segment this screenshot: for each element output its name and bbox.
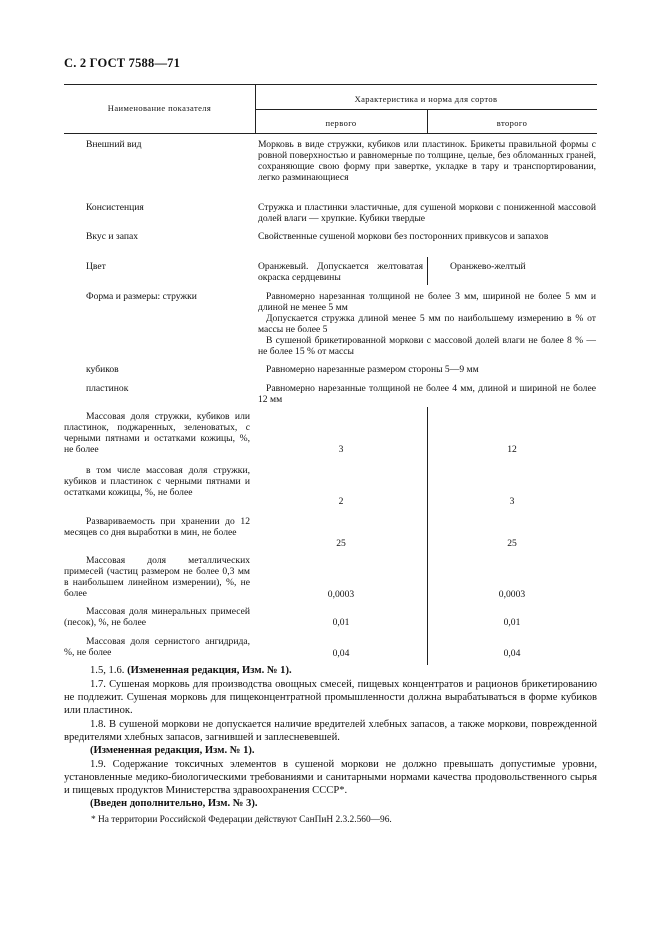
para-1-5-number: 1.5, 1.6. [90,665,125,676]
header-bottom-rule [64,133,597,134]
num-row-3-label: Развариваемость при хранении до 12 месяцев со дня выработки в мин, не более [64,516,250,538]
col-second-header: второго [496,118,528,128]
row-plates-value: Равномерно нарезанные толщиной не более 4 мм, длиной и шириной не более 12 мм [258,383,596,405]
num-row-3-second: 25 [507,538,517,549]
para-1-8-amendment [64,744,597,757]
num-row-1-first: 3 [338,444,344,455]
num-row-2-second: 3 [509,496,515,507]
subheader-rule [255,109,597,110]
num-row-6-label: Массовая доля сернистого ангидрида, %, не более [64,636,250,658]
row-plates-label: пластинок [86,383,129,394]
num-row-4-second: 0,0003 [498,589,526,600]
col-indicator-header: Наименование показателя [107,103,212,113]
row-appearance-label: Внешний вид [86,139,142,150]
row-appearance-value: Морковь в виде стружки, кубиков или пластинок. Брикеты правильной формы с ровной поверхностью и равномерные по толщине, целые, без обломанных граней, сохраняющие свою форму при завертке, укладке в тару и транспортировании, легко разминающиеся [258,139,596,183]
num-row-3-first: 25 [336,538,346,549]
para-1-8: 1.8. В сушеной моркови не допускается наличие вредителей хлебных запасов, а также моркови, поврежденной вредителями хлебных запасов, загнившей и заплесневевшей. [64,719,597,744]
para-1-5-amendment: (Измененная редакция, Изм. № 1). [127,665,292,676]
num-row-2-label: в том числе массовая доля стружки, кубиков и пластинок с черными пятнами и остатками кожицы, %, не более [64,465,250,498]
table-top-rule [64,84,597,85]
row-taste-label: Вкус и запах [86,231,139,242]
row-shape-line-2: Допускается стружка длиной менее 5 мм по наибольшему измерению в % от массы не более 5 [258,313,596,335]
para-1-9: 1.9. Содержание токсичных элементов в сушеной моркови не должно превышать допустимые уровни, установленные медико-биологическими требованиями и санитарными нормами качества продовольственного сырья и пищевых продуктов Министерства здравоохранения СССР*. [64,759,597,797]
row-cubes-value: Равномерно нарезанные размером стороны 5—9 мм [266,364,479,375]
para-1-7: 1.7. Сушеная морковь для производства овощных смесей, пищевых концентратов и рационов брикетированию не подлежит. Сушеная морковь для пищеконцентратной промышленности должна вырабатываться в форме кубиков или пластинок. [64,679,597,717]
row-color-first: Оранжевый. Допускается желтоватая окраска сердцевины [258,261,423,283]
para-1-8-amendment-text: (Измененная редакция, Изм. № 1). [90,745,255,756]
row-shape-line-3: В сушеной брикетированной моркови с массовой долей влаги не более 8 % — не более 15 % от массы [258,335,596,357]
page-header: С. 2 ГОСТ 7588—71 [64,56,181,70]
num-row-1-second: 12 [507,444,517,455]
row-color-second: Оранжево-желтый [450,261,526,272]
num-row-6-first: 0,04 [332,648,350,659]
footnote: * На территории Российской Федерации действуют СанПиН 2.3.2.560—96. [91,815,392,825]
num-row-5-label: Массовая доля минеральных примесей (песок), %, не более [64,606,250,628]
num-row-5-second: 0,01 [503,617,521,628]
para-1-9-amendment-text: (Введен дополнительно, Изм. № 3). [90,798,258,809]
num-row-5-first: 0,01 [332,617,350,628]
row-consistency-value: Стружка и пластинки эластичные, для сушеной моркови с пониженной массовой долей влаги — хрупкие. Кубики твердые [258,202,596,224]
row-cubes-label: кубиков [86,364,119,375]
col-first-header: первого [325,118,357,128]
row-shape-line-1: Равномерно нарезанная толщиной не более 3 мм, шириной не более 5 мм и длиной не менее 5 мм [258,291,596,313]
num-row-4-first: 0,0003 [327,589,355,600]
para-1-5 [64,664,597,677]
para-1-9-amendment [64,797,597,810]
row-color-label: Цвет [86,261,106,272]
col-group-header: Характеристика и норма для сортов [354,94,498,104]
color-divider [427,257,428,285]
num-row-1-label: Массовая доля стружки, кубиков или пластинок, поджаренных, зеленоватых, с черными пятнами и остатками кожицы, %, не более [64,411,250,455]
num-row-4-label: Массовая доля металлических примесей (частиц размером не более 0,3 мм в наибольшем линейном измерении), %, не более [64,555,250,599]
num-row-6-second: 0,04 [503,648,521,659]
num-row-2-first: 2 [338,496,344,507]
row-consistency-label: Консистенция [86,202,144,213]
row-taste-value: Свойственные сушеной моркови без посторонних привкусов и запахов [258,231,549,242]
row-shape-label: Форма и размеры: стружки [86,291,197,302]
